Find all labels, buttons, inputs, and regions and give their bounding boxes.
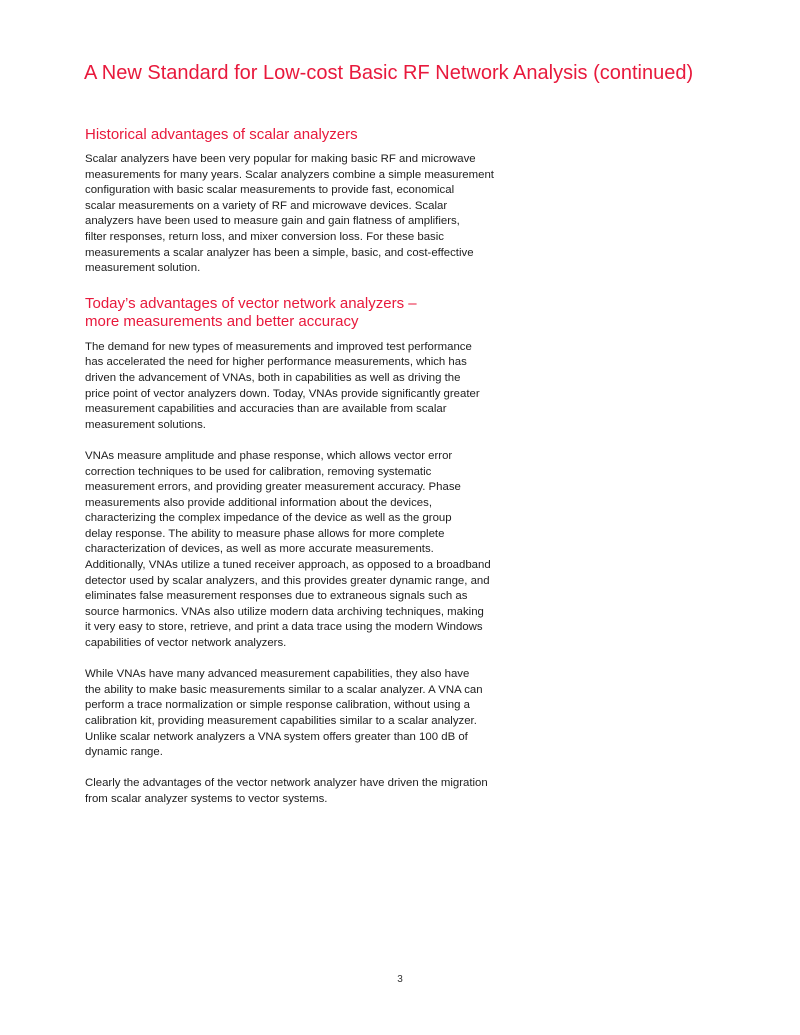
text-line: calibration kit, providing measurement capabilities similar to a scalar analyzer.	[85, 715, 477, 727]
heading-line: Historical advantages of scalar analyzers	[85, 126, 358, 143]
text-line: The demand for new types of measurements and improved test performance	[85, 340, 472, 353]
paragraph-amplitude-and-phase	[85, 449, 505, 652]
text-line: correction techniques to be used for calibration, removing systematic	[85, 465, 432, 478]
text-line: filter responses, return loss, and mixer conversion loss. For these basic	[85, 230, 444, 243]
text-line: perform a trace normalization or simple response calibration, without using a	[85, 699, 470, 712]
text-line: capabilities of vector network analyzers.	[85, 637, 287, 650]
text-line: measurement errors, and providing greater measurement accuracy. Phase	[85, 481, 461, 494]
text-line: analyzers have been used to measure gain and gain flatness of amplifiers,	[85, 215, 460, 228]
text-line: Scalar analyzers have been very popular for making basic RF and microwave	[85, 153, 476, 165]
heading-line: Today’s advantages of vector network analyzers –	[85, 294, 417, 312]
text-line: measurement capabilities and accuracies than are available from scalar	[85, 403, 447, 416]
text-line: While VNAs have many advanced measurement capabilities, they also have	[85, 668, 470, 681]
text-line: it very easy to store, retrieve, and print a data trace using the modern Windows	[85, 621, 483, 634]
heading-line: more measurements and better accuracy	[85, 312, 359, 330]
text-line: characterizing the complex impedance of the device as well as the group	[85, 512, 452, 525]
text-line: driven the advancement of VNAs, both in capabilities as well as driving the	[85, 371, 461, 384]
text-line: Unlike scalar network analyzers a VNA system offers greater than 100 dB of	[85, 730, 468, 743]
page-number: 3	[397, 974, 403, 985]
text-line: measurements also provide additional information about the devices,	[85, 496, 432, 509]
paragraph-conclusion	[85, 776, 505, 807]
text-line: configuration with basic scalar measurements to provide fast, economical	[85, 184, 455, 197]
text-line: characterization of devices, as well as more accurate measurements.	[85, 543, 434, 556]
text-line: eliminates false measurement responses due to extraneous signals such as	[85, 590, 468, 603]
text-line: measurement solutions.	[85, 418, 206, 431]
text-line: measurements for many years. Scalar analyzers combine a simple measurement	[85, 168, 494, 181]
text-line: price point of vector analyzers down. Today, VNAs provide significantly greater	[85, 387, 480, 400]
paragraph-demand-for-measurements	[85, 340, 505, 434]
text-line: delay response. The ability to measure phase allows for more complete	[85, 527, 445, 540]
text-line: dynamic range.	[85, 746, 163, 759]
page-title: A New Standard for Low-cost Basic RF Network Analysis (continued)	[84, 62, 694, 84]
text-line: has accelerated the need for higher performance measurements, which has	[85, 356, 467, 369]
text-line: from scalar analyzer systems to vector systems.	[85, 792, 328, 805]
text-line: measurement solution.	[85, 262, 201, 275]
paragraph-scalar-analyzers	[85, 152, 505, 277]
text-line: Additionally, VNAs utilize a tuned receiver approach, as opposed to a broadband	[85, 559, 491, 572]
text-line: Clearly the advantages of the vector network analyzer have driven the migration	[85, 777, 488, 790]
text-line: the ability to make basic measurements similar to a scalar analyzer. A VNA can	[85, 683, 483, 696]
section-heading-vna-advantages	[85, 295, 505, 331]
paragraph-basic-measurements	[85, 667, 505, 761]
text-line: measurements a scalar analyzer has been a simple, basic, and cost-effective	[85, 246, 474, 259]
text-line: VNAs measure amplitude and phase response, which allows vector error	[85, 449, 453, 462]
main-content	[85, 126, 505, 808]
text-line: source harmonics. VNAs also utilize modern data archiving techniques, making	[85, 605, 484, 618]
text-line: detector used by scalar analyzers, and this provides greater dynamic range, and	[85, 574, 490, 587]
section-heading-historical-advantages	[85, 126, 505, 144]
text-line: scalar measurements on a variety of RF and microwave devices. Scalar	[85, 199, 448, 212]
